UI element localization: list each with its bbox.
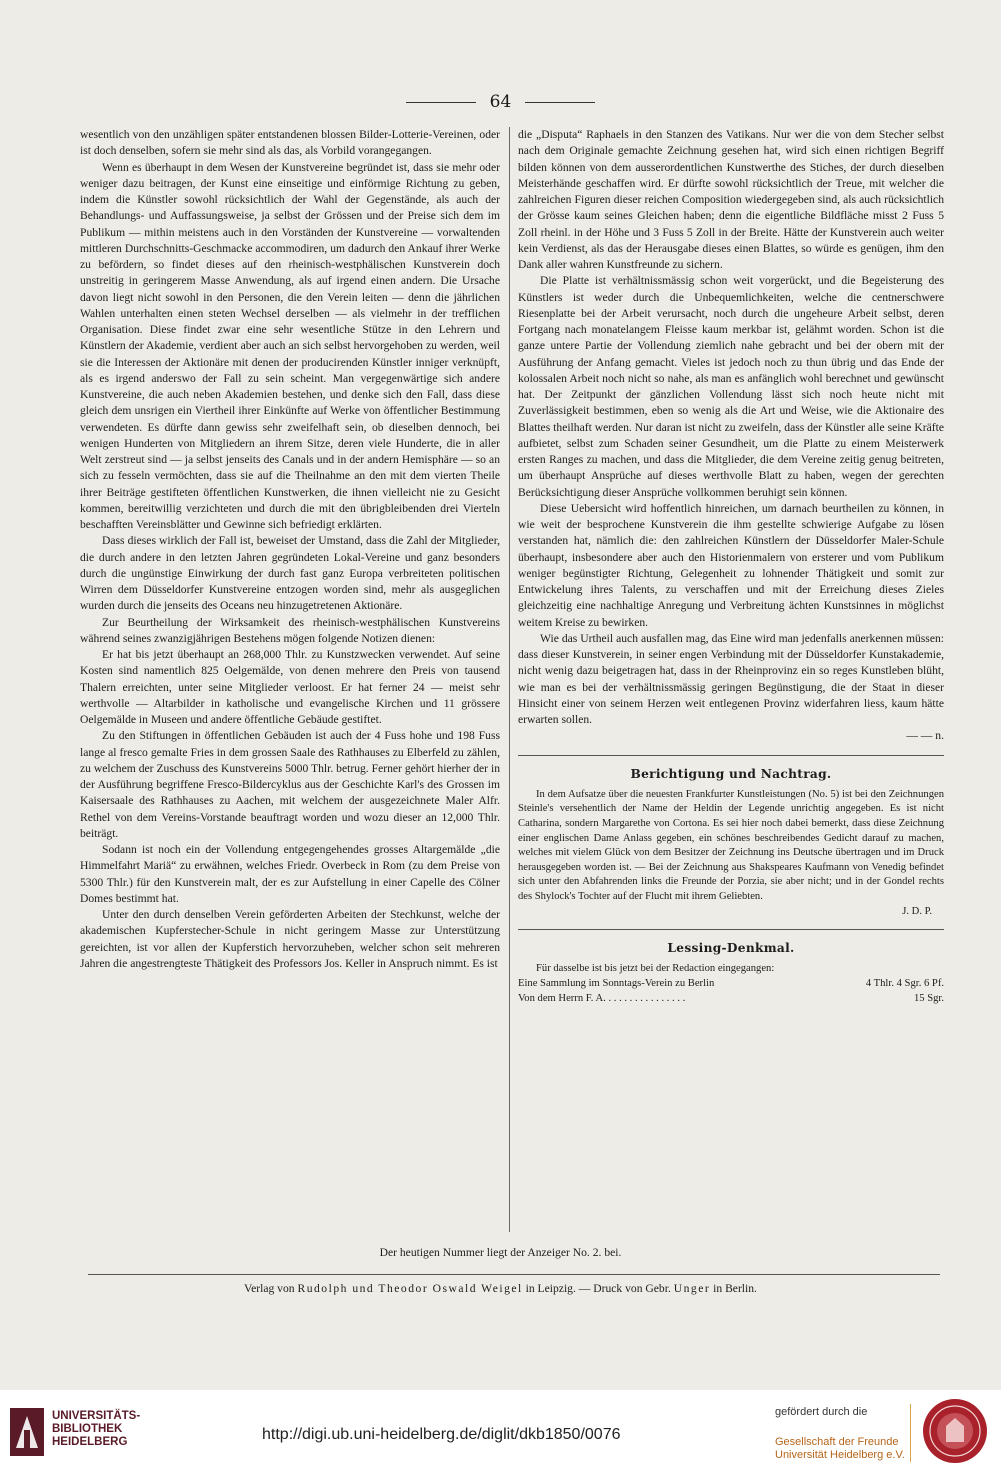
donation-amount: 15 Sgr.: [913, 992, 944, 1004]
article-signature: — — n.: [906, 729, 944, 743]
donation-amount: 4 Thlr. 4 Sgr. 6 Pf.: [865, 977, 944, 989]
donation-entry: [518, 992, 944, 1007]
library-name: [52, 1410, 140, 1449]
paragraph: wesentlich von den unzähligen später entstandenen blossen Bilder-Lotterie-Vereinen, oder ist doch denselben, sofern sie mehr sind als das, als Vorbild vorangegangen.: [80, 128, 500, 158]
lessing-section: [518, 962, 944, 1006]
paragraph: Er hat bis jetzt überhaupt an 268,000 Thlr. zu Kunstzwecken verwendet. Auf seine Kosten sind namentlich 825 Oelgemälde, von denen mehrere den Preis von tausend Thalern erreichten, unter seine Mitglieder verloost. Er hat ferner 24 — meist sehr werthvolle — Altarbilder in katholische und evangelische Kirchen und 11 grössere Oelgemälde in Museen und andere öffentliche Gebäude gestiftet.: [80, 648, 500, 726]
correction-text: In dem Aufsatze über die neuesten Frankfurter Kunstleistungen (No. 5) ist bei den Zeichnungen Steinle's versehentlich der Name der Heldin der Legende unrichtig angegeben. Es ist nicht Catharina, sondern Margarethe von Cortona. Es sei hier noch dabei bemerkt, dass diese Zeichnung einer englischen Dame Anlass gegeben, ein schönes beschreibendes Gedicht darauf zu machen, welches mit vielem Glück von dem Besitzer der Zeichnung ins Deutsche übertragen und im Druck herausgegeben worden ist. — Bei der Zeichnung aus Shakspeares Kaufmann von Venedig befindet sich unter den Abfahrenden links die Freunde der Porzia, sie aber nicht; und in der Gondel rechts des Shylock's Tochter auf der Flucht mit ihrem Geliebten.: [518, 788, 944, 902]
donation-source: Eine Sammlung im Sonntags-Verein zu Berlin: [518, 977, 715, 989]
column-divider: [509, 127, 510, 1232]
left-column: [80, 127, 500, 972]
imprint-middle: in Leipzig. — Druck von Gebr.: [525, 1282, 671, 1295]
section-rule: [518, 929, 944, 930]
paragraph: Wenn es überhaupt in dem Wesen der Kunstvereine begründet ist, dass sie mehr oder weniger dazu beitragen, der Kunst eine einseitige und einförmige Richtung zu geben, indem die Künstler sowohl rücksichtlich der Wahl der Gegenstände, als auch der Behandlungs- und Auffassungsweise, ja selbst der Grössen und der Preise sich dem im Publikum — mithin meistens auch in den Vorständen der Kunstvereine — vorwaltenden mittleren Durchschnitts-Geschmacke accommodiren, um dadurch den Ankauf ihrer Werke zu befördern, so findet dieses auf den rheinisch-westphälischen Kunstverein doch unstreitig in geringerem Masse Anwendung, als auf irgend einen andern. Die Ursache davon liegt nicht sowohl in den Personen, die den Verein leiten — denn die jährlichen Wahlen unterhalten einen steten Wechsel derselben — als vielmehr in der trefflichen Organisation. Diese findet zwar eine sehr wesentliche Stütze in den Lehrern und Künstlern der Akademie, verdient aber auch an sich selbst hervorgehoben zu werden, weil sie die Interessen der Aktionäre mit denen der producirenden Künstler inniger verknüpft, als es irgend anderswo der Fall zu sein scheint. Man vergegenwärtige sich andere Kunstvereine, die auch neben Akademien bestehen, und denke sich den Fall, dass diese gleich dem unsrigen ein Viertheil ihrer Einkünfte auf Werke von öffentlicher Bestimmung verwendeten. Es dürfte dann gewiss sehr zweifelhaft sein, ob dieselben dennoch, bei wenigen Hunderten von Mitgliedern an ihrem Sitze, deren viele Hunderte, die in aller Welt zerstreut sind — ja selbst jenseits des Canals und in der andern Hemisphäre — so an sich zu fesseln vermöchten, dass sie auf die Theilnahme an den mit dem vierten Theile ihrer Beiträge gestifteten öffentlichen Kunstwerken, die ihnen vielleicht nie zu Gesicht kommen, bereitwillig verzichteten und durch die mit den übrigbleibenden drei Vierteln beschafften Vereinsblätter und Gewinne sich befriedigt erklärten.: [80, 160, 500, 531]
sponsor-divider: [910, 1404, 911, 1462]
correction-signature: J. D. P.: [902, 905, 932, 917]
imprint-rule: [88, 1274, 940, 1275]
imprint-printer: Unger: [673, 1282, 711, 1295]
imprint-prefix: Verlag von: [244, 1282, 295, 1295]
page-number: [0, 92, 1001, 112]
right-column: [518, 127, 944, 1006]
supplement-note: Der heutigen Nummer liegt der Anzeiger No. 2. bei.: [379, 1246, 622, 1259]
university-seal-icon: [922, 1398, 988, 1464]
sponsor-name-line: Gesellschaft der Freunde: [775, 1436, 899, 1448]
sponsor-name-line: Universität Heidelberg e.V.: [775, 1449, 905, 1461]
library-logo-icon: [10, 1408, 44, 1456]
lessing-intro: Für dasselbe ist bis jetzt bei der Redaction eingegangen:: [536, 963, 775, 975]
library-name-line: BIBLIOTHEK: [52, 1423, 123, 1435]
sponsor-name: [775, 1436, 905, 1462]
page-number-rule-right: [525, 102, 595, 103]
paragraph: Unter den durch denselben Verein geförderten Arbeiten der Stechkunst, welche der akademischen Kupferstecher-Schule in nicht geringem Masse zur Unterstützung gereichten, ist vor allen der Kupferstich hervorzuheben, welcher schon seit mehreren Jahren die angestrengteste Thätigkeit des Professors Jos. Keller in Anspruch nimmt. Es ist: [80, 908, 500, 970]
correction-heading: Berichtigung und Nachtrag.: [630, 766, 832, 781]
correction-section: [518, 788, 944, 919]
library-name-line: HEIDELBERG: [52, 1436, 128, 1448]
imprint: [0, 1282, 1001, 1295]
paragraph: Wie das Urtheil auch ausfallen mag, das Eine wird man jedenfalls anerkennen müssen: dass dieser Kunstverein, in seiner engen Verbindung mit der Düsseldorfer Kunstakademie, nicht wenig dazu beigetragen hat, dass in der Rheinprovinz ein so reges Kunstleben blüht, wie man es bei der verhältnissmässig geringen Begünstigung, die der Staat in dieser Hinsicht einer von seinem Herzen weit entlegenen Provinz widerfahren liess, kaum hätte erwarten sollen.: [518, 631, 944, 726]
section-rule: [518, 755, 944, 756]
paragraph: Sodann ist noch ein der Vollendung entgegengehendes grosses Altargemälde „die Himmelfahrt Mariä“ zu erwähnen, welches Friedr. Overbeck in Rom (zu dem Preise von 5300 Thlr.) für den Kunstverein malt, der es zur Aufstellung in einer Capelle des Cölner Domes bestimmt hat.: [80, 843, 500, 905]
page-number-rule-left: [406, 102, 476, 103]
lessing-heading: Lessing-Denkmal.: [667, 941, 795, 956]
library-name-line: UNIVERSITÄTS-: [52, 1410, 141, 1422]
sponsor-label: gefördert durch die: [775, 1406, 868, 1418]
page-number-text: 64: [489, 92, 512, 112]
paragraph: Die Platte ist verhältnissmässig schon weit vorgerückt, und die Begeisterung des Künstlers ist weder durch die Unbequemlichkeiten, welche die centnerschwere Riesenplatte bei der Arbeit verursacht, noch durch die ungeheure Arbeit selbst, deren Fortgang nach monatelangem Fleisse kaum merkbar ist, gelähmt worden. Schon ist die ganze untere Partie der Vollendung ziemlich nahe gebracht und bei der obern mit der Ausführung der Anfang gemacht. Vieles ist jedoch noch zu thun übrig und das Ende der kolossalen Arbeit noch nicht so nahe, als man es anfänglich wohl berechnet und gewünscht hat. Der Zeitpunkt der gänzlichen Vollendung lässt sich noch heute nicht mit Zuverlässigkeit bestimmen, eben so wenig als die Art und Weise, wie die Aktionaire des Blattes theilhaft werden. Nur daran ist nicht zu zweifeln, dass der Künstler alle seine Kräfte aufbietet, selbst zum Schaden seiner Gesundheit, um die Platte zu einem Meisterwerk ersten Ranges zu machen, und dass die Mitglieder, die dem Vereine zeitig genug beitreten, um überhaupt Ansprüche auf dieses werthvolle Blatt zu haben, wegen der gerechten Berücksichtigung dieser Ansprüche vollkommen beruhigt sein können.: [518, 274, 944, 499]
donation-entry: [518, 977, 944, 992]
imprint-publisher: Rudolph und Theodor Oswald Weigel: [297, 1282, 523, 1295]
paragraph: Zu den Stiftungen in öffentlichen Gebäuden ist auch der 4 Fuss hohe und 198 Fuss lange al fresco gemalte Fries in dem grossen Saale des Rathhauses zu Elberfeld zu zählen, zu welchem der Zuschuss des Kunstvereins 5000 Thlr. betrug. Ferner gehört hierher der in der Ausführung begriffene Fresco-Bildercyklus aus der Geschichte Karl's des Grossen im Kaisersaale des Rathhauses zu Aachen, mit welchem der ausgezeichnete Maler Alfr. Rethel von dem Vereins-Vorstande beauftragt worden und wozu dieser an 12,000 Thlr. beiträgt.: [80, 729, 500, 840]
paragraph: Dass dieses wirklich der Fall ist, beweiset der Umstand, dass die Zahl der Mitglieder, die durch andere in den letzten Jahren gegründeten Lokal-Vereine und ganz besonders durch die ungünstige Einwirkung der durch fast ganz Europa verbreiteten politischen Wirren dem Düsseldorfer Kunstvereine entzogen worden sind, mehr als ausgeglichen wurden durch die jenseits des Oceans neu hinzugetretenen Aktionäre.: [80, 534, 500, 613]
paragraph: Diese Uebersicht wird hoffentlich hinreichen, um darnach beurtheilen zu können, in wie weit der besprochene Kunstverein die ihm gestellte schwierige Aufgabe zu lösen verstanden hat, nämlich die: den zahlreichen Künstlern der Düsseldorfer Maler-Schule überhaupt, insbesondere aber auch den Historienmalern von ersterer und vom Publikum weniger begünstigter Richtung, Gelegenheit zu lohnender Thätigkeit und somit zur Entwickelung ihres Talents, zu verschaffen und mit der Erreichung dieses Zieles gleichzeitig eine nachhaltige Anregung und Verbreitung ächten Kunstsinnes in möglichst weitem Kreise zu bewirken.: [518, 501, 944, 629]
donation-source: Von dem Herrn F. A. . . . . . . . . . . . . . . .: [518, 992, 686, 1004]
digital-library-link[interactable]: http://digi.ub.uni-heidelberg.de/diglit/dkb1850/0076: [262, 1426, 621, 1443]
digitization-footer: [0, 1390, 1001, 1474]
paragraph: die „Disputa“ Raphaels in den Stanzen des Vatikans. Nur wer die von dem Stecher selbst nach dem Originale gemachte Zeichnung gesehen hat, wird sich einen richtigen Begriff bilden können von dem ausserordentlichen Kunstwerthe des Stiches, der durch dieselben Meisterhände geschaffen wird. Er dürfte sowohl rücksichtlich der Treue, mit welcher die zahlreichen Figuren dieser reichen Composition wiedergegeben sind, als auch rücksichtlich der Grösse kaum seines Gleichen haben; denn die eigentliche Bildfläche misst 2 Fuss 5 Zoll rheinl. in der Höhe und 3 Fuss 5 Zoll in der Breite. Hätte der Kunstverein auch weiter kein Verdienst, als das der Herausgabe dieses einen Blattes, so würde es genügen, ihm den Dank aller wahren Kunstfreunde zu sichern.: [518, 128, 944, 271]
imprint-suffix: in Berlin.: [713, 1282, 757, 1295]
paragraph: Zur Beurtheilung der Wirksamkeit des rheinisch-westphälischen Kunstvereins während seines zwanzigjährigen Bestehens mögen folgende Notizen dienen:: [80, 615, 500, 645]
